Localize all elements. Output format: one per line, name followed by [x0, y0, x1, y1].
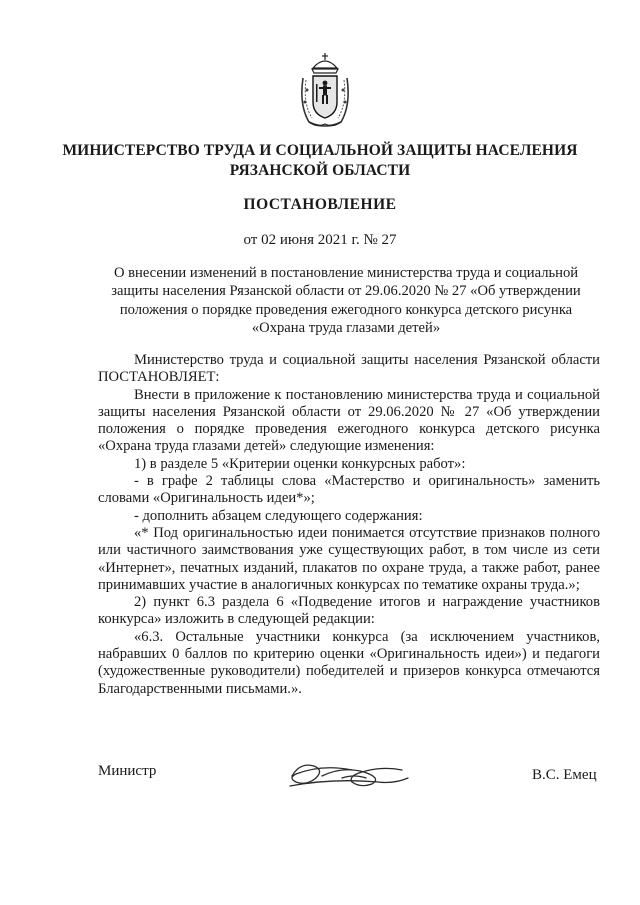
paragraph: «6.3. Остальные участники конкурса (за исключением участников, набравших 0 баллов по критерию оценки «Оригинальность идеи») и педагоги (художественные руководители) победителей и призеров конкурса отмечаются Благодарственными письмами.». [98, 628, 600, 697]
ministry-name: МИНИСТЕРСТВО ТРУДА И СОЦИАЛЬНОЙ ЗАЩИТЫ НАСЕЛЕНИЯ [62, 142, 578, 159]
paragraph: 1) в разделе 5 «Критерии оценки конкурсных работ»: [134, 455, 466, 472]
signatory-name: В.С. Емец [532, 767, 597, 783]
handwritten-signature [282, 748, 414, 796]
document-type-title: ПОСТАНОВЛЕНИЕ [243, 196, 397, 213]
paragraph: - в графе 2 таблицы слова «Мастерство и оригинальность» заменить словами «Оригинальность идеи*»; [98, 473, 600, 507]
document-body [98, 352, 600, 698]
paragraph: Внести в приложение к постановлению министерства труда и социальной защиты населения Рязанской области от 29.06.2020 № 27 «Об утверждении положения о порядке проведения ежегодного конкурса детского рисунка «Охрана труда глазами детей» следующие изменения: [98, 386, 600, 455]
paragraph: 2) пункт 6.3 раздела 6 «Подведение итогов и награждение участников конкурса» изложить в следующей редакции: [98, 594, 600, 628]
signatory-position: Министр [98, 763, 157, 779]
region-name: РЯЗАНСКОЙ ОБЛАСТИ [229, 162, 411, 179]
document-subject: О внесении изменений в постановление министерства труда и социальной защиты населения Рязанской области от 29.06.2020 № 27 «Об утверждении положения о порядке проведения ежегодного конкурса детского рисунка «Охрана труда глазами детей» [111, 265, 581, 337]
paragraph: «* Под оригинальностью идеи понимается отсутствие признаков полного или частичного заимствования уже существующих работ, в том числе из сети «Интернет», печатных изданий, плакатов по охране труда, а также работ, ранее принимавших участие в аналогичных конкурсах по тематике охраны труда.»; [98, 524, 600, 593]
paragraph: Министерство труда и социальной защиты населения Рязанской области ПОСТАНОВЛЯЕТ: [98, 352, 600, 386]
coat-of-arms-icon [295, 50, 355, 132]
document-date-number: от 02 июня 2021 г. № 27 [243, 232, 397, 248]
paragraph: - дополнить абзацем следующего содержания: [134, 507, 423, 524]
